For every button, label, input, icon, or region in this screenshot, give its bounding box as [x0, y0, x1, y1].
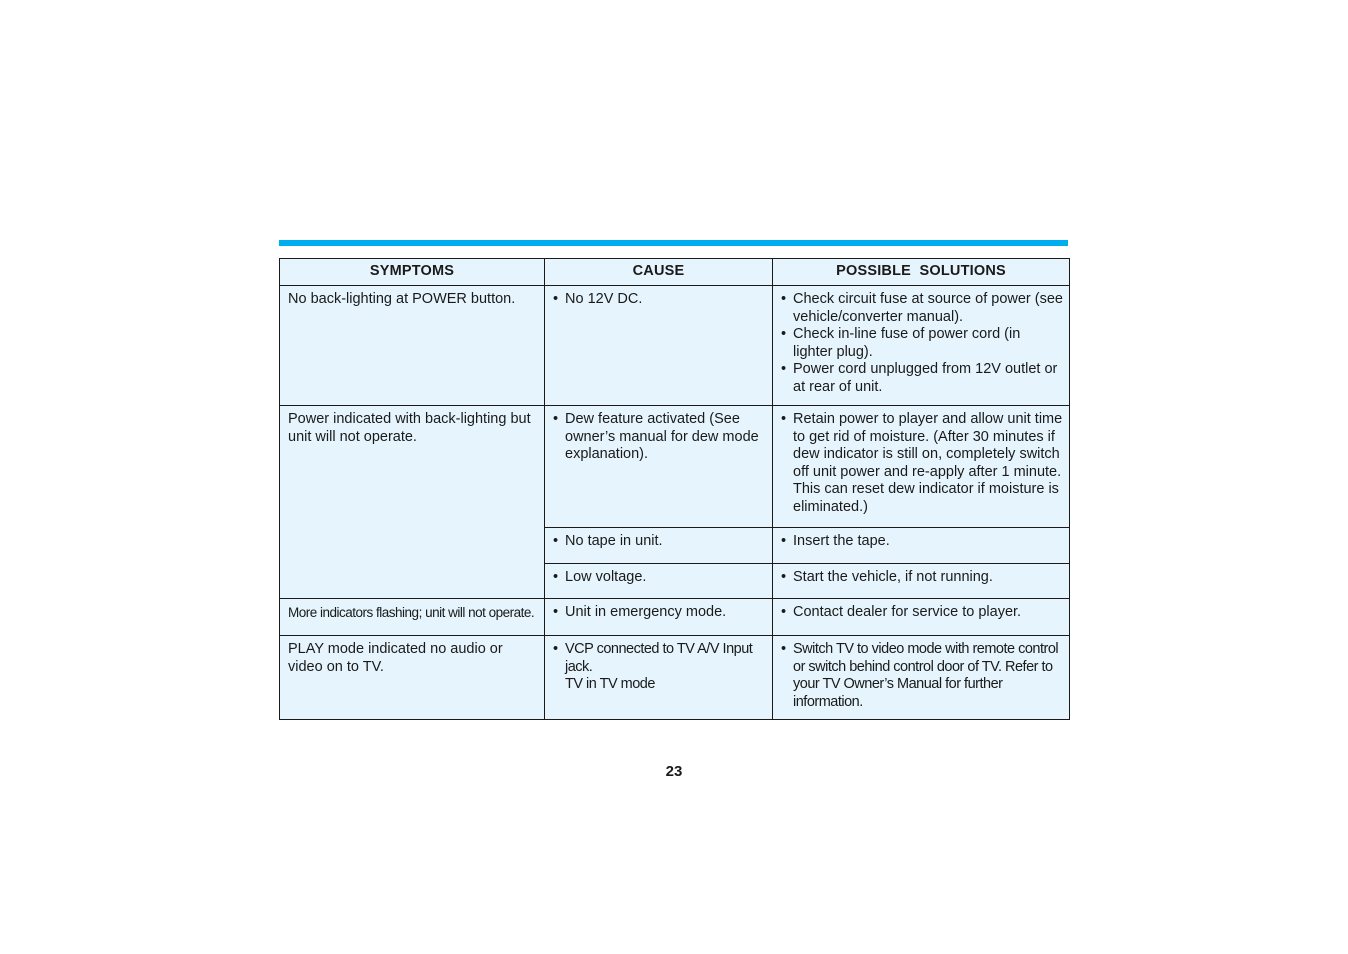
bullet-icon: •: [781, 569, 787, 585]
cause-line: VCP connected to TV A/V Input jack.: [565, 641, 753, 675]
cause-text: Unit in emergency mode.: [565, 604, 727, 620]
bullet-icon: •: [781, 326, 787, 342]
header-cause: CAUSE: [545, 259, 773, 286]
bullet-icon: •: [781, 291, 787, 307]
bullet-icon: •: [553, 604, 559, 620]
solution-text: Check circuit fuse at source of power (see vehicle/converter manual).: [793, 291, 1063, 325]
table-row: [280, 636, 1070, 720]
cause-text: Low voltage.: [565, 569, 647, 585]
bullet-icon: •: [553, 291, 559, 307]
bullet-icon: •: [781, 641, 786, 657]
solution-cell: [773, 564, 1070, 599]
solution-text: Contact dealer for service to player.: [793, 604, 1022, 620]
bullet-icon: •: [781, 361, 787, 377]
table-row: [280, 406, 1070, 528]
solution-text: Start the vehicle, if not running.: [793, 569, 993, 585]
solution-cell: [773, 406, 1070, 528]
page-number: 23: [665, 763, 683, 780]
symptom-cell: More indicators flashing; unit will not operate.: [280, 599, 545, 636]
bullet-icon: •: [553, 641, 558, 657]
cause-cell: [545, 286, 773, 406]
cause-cell: [545, 636, 773, 720]
symptom-cell: PLAY mode indicated no audio or video on to TV.: [280, 636, 545, 720]
cause-text: No 12V DC.: [565, 291, 643, 307]
troubleshooting-table: [279, 258, 1070, 720]
cause-cell: [545, 528, 773, 564]
bullet-icon: •: [553, 569, 559, 585]
cause-cell: [545, 599, 773, 636]
symptom-cell: No back-lighting at POWER button.: [280, 286, 545, 406]
cause-line: TV in TV mode: [565, 676, 655, 692]
solution-text: Check in-line fuse of power cord (in lighter plug).: [793, 326, 1021, 360]
bullet-icon: •: [781, 411, 787, 427]
cause-cell: [545, 564, 773, 599]
cause-cell: [545, 406, 773, 528]
bullet-icon: •: [781, 533, 787, 549]
solution-text: Power cord unplugged from 12V outlet or at rear of unit.: [793, 361, 1058, 395]
table-row: [280, 599, 1070, 636]
solution-cell: [773, 286, 1070, 406]
solution-text: Retain power to player and allow unit time to get rid of moisture. (After 30 minutes if dew indicator is still on, completely switch off unit power and re-apply after 1 minute. This can reset dew indicator if moisture is eliminated.): [793, 411, 1063, 515]
table-row: [280, 286, 1070, 406]
solution-cell: [773, 599, 1070, 636]
bullet-icon: •: [781, 604, 787, 620]
top-accent-rule: [279, 240, 1068, 246]
cause-text: No tape in unit.: [565, 533, 663, 549]
bullet-icon: •: [553, 533, 559, 549]
table-header-row: [280, 259, 1070, 286]
bullet-icon: •: [553, 411, 559, 427]
header-possible-solutions: POSSIBLE SOLUTIONS: [773, 259, 1070, 286]
cause-text: [565, 641, 766, 694]
cause-text: Dew feature activated (See owner’s manual for dew mode explanation).: [565, 411, 759, 462]
solution-text: Switch TV to video mode with remote control or switch behind control door of TV. Refer to your TV Owner’s Manual for further information.: [793, 641, 1059, 710]
symptom-cell: Power indicated with back-lighting but unit will not operate.: [280, 406, 545, 599]
solution-text: Insert the tape.: [793, 533, 890, 549]
solution-cell: [773, 528, 1070, 564]
header-symptoms: SYMPTOMS: [280, 259, 545, 286]
solution-cell: [773, 636, 1070, 720]
